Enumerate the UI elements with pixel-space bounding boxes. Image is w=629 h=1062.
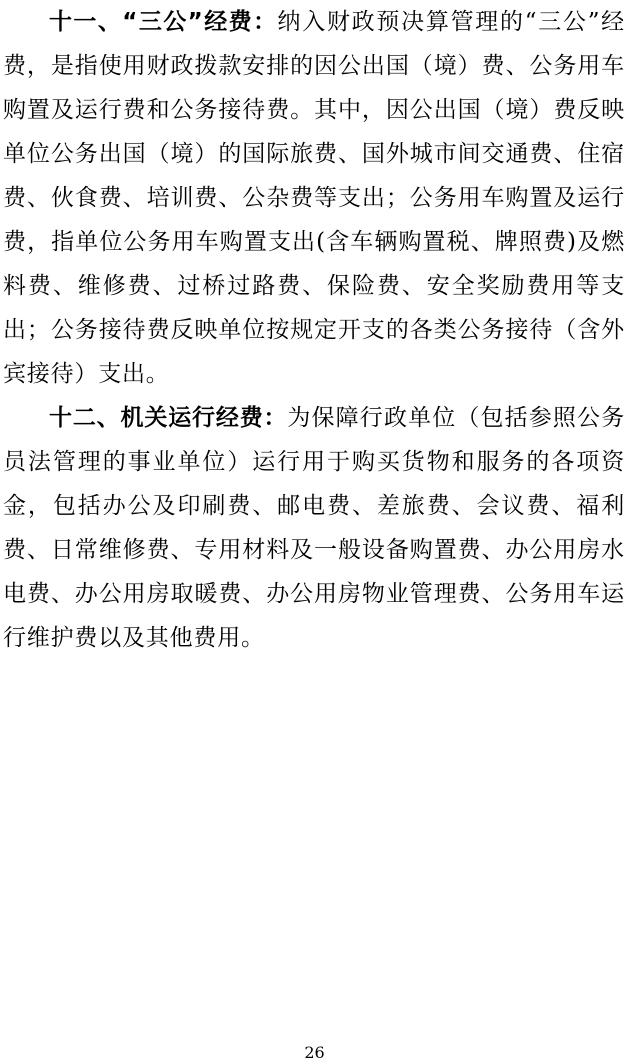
paragraph-heading: 十一、“三公”经费： <box>49 9 278 35</box>
paragraph-heading: 十二、机关运行经费： <box>49 405 288 431</box>
paragraph-agency-operating-funds <box>3 396 625 660</box>
page-number: 26 <box>304 1043 325 1062</box>
paragraph-body-text: 纳入财政预决算管理的“三公”经费，是指使用财政拨款安排的因公出国（境）费、公务用车购置及运行费和公务接待费。其中，因公出国（境）费反映单位公务出国（境）的国际旅费、国外城市间交通费、住宿费、伙食费、培训费、公杂费等支出；公务用车购置及运行费，指单位公务用车购置支出(含车辆购置税、牌照费)及燃料费、维修费、过桥过路费、保险费、安全奖励费用等支出；公务接待费反映单位按规定开支的各类公务接待（含外宾接待）支出。 <box>3 9 625 387</box>
paragraph-body-text: 为保障行政单位（包括参照公务员法管理的事业单位）运行用于购买货物和服务的各项资金，包括办公及印刷费、邮电费、差旅费、会议费、福利费、日常维修费、专用材料及一般设备购置费、办公用房水电费、办公用房取暖费、办公用房物业管理费、公务用车运行维护费以及其他费用。 <box>3 405 625 651</box>
paragraph-three-public-funds <box>3 0 625 396</box>
